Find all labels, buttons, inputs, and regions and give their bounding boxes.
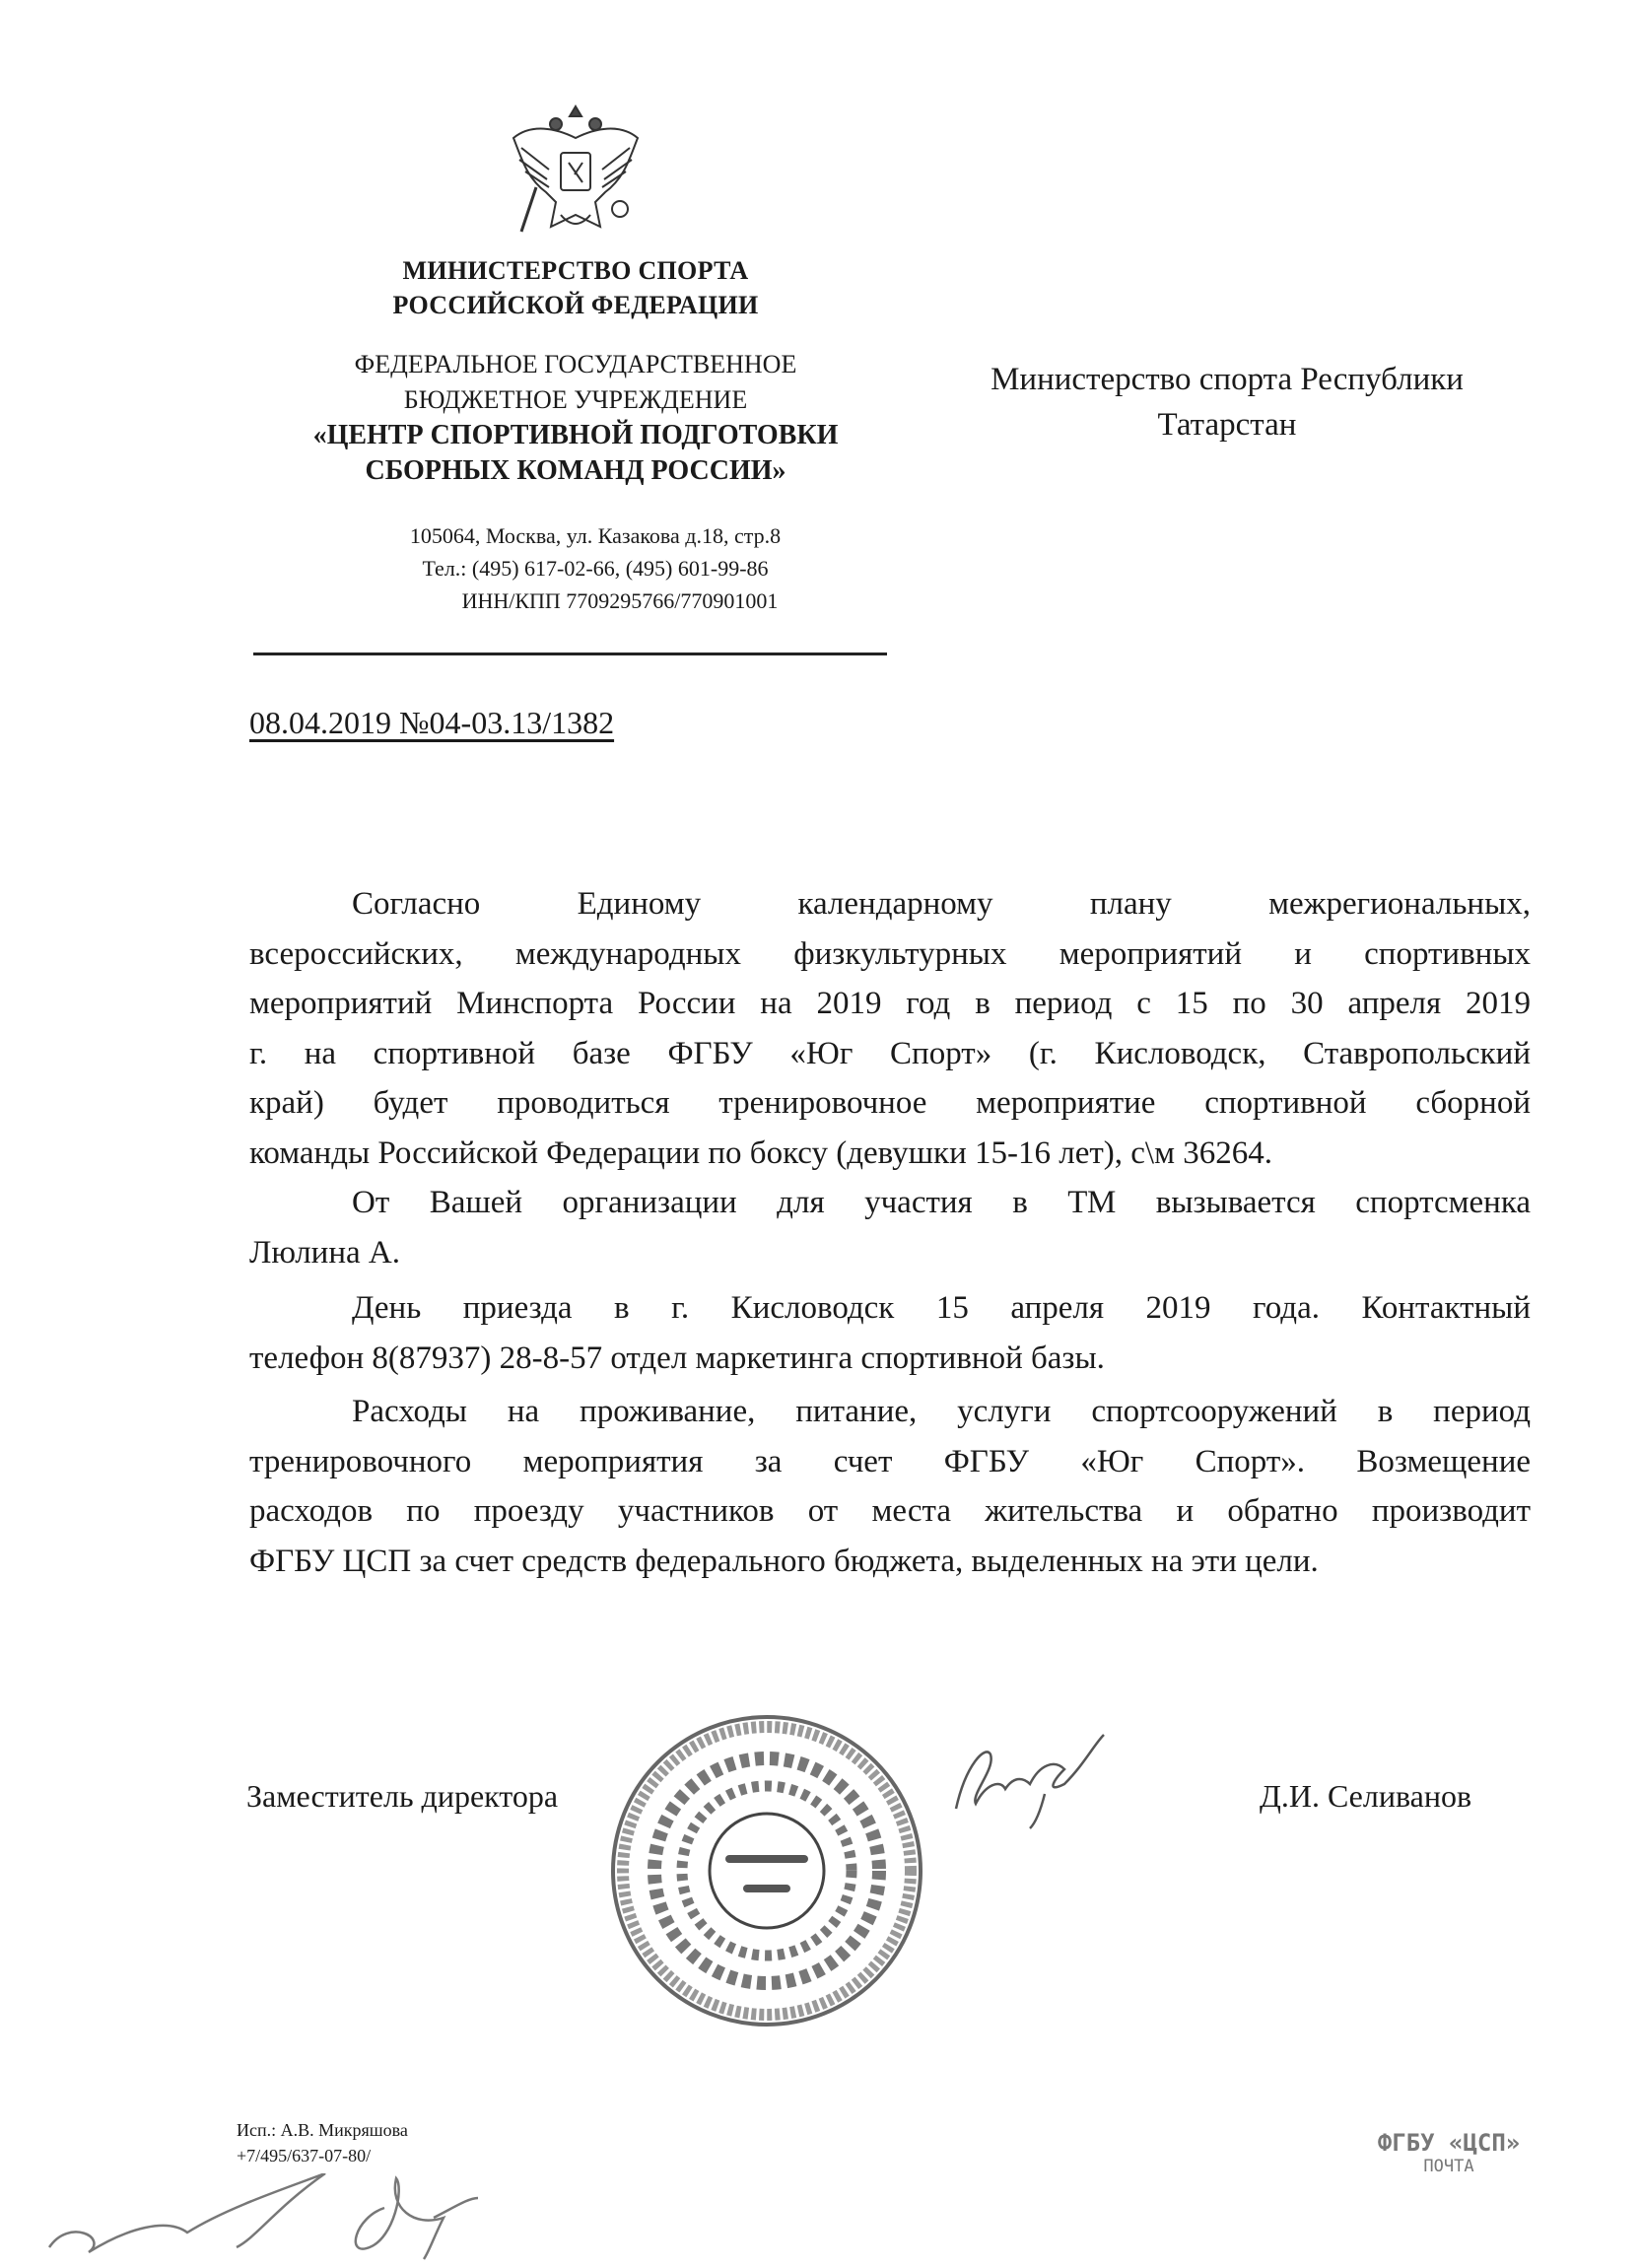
mail-stamp: [1360, 2129, 1538, 2176]
body-line: г. на спортивной базе ФГБУ «Юг Спорт» (г. Кисловодск, Ставропольский: [249, 1035, 1531, 1071]
date-and-number: 08.04.2019 №04-03.13/1382: [249, 705, 615, 740]
ministry-line-1: МИНИСТЕРСТВО СПОРТА: [402, 256, 749, 285]
signer-position: Заместитель директора: [246, 1778, 559, 1814]
organization-name: [231, 347, 921, 489]
executor-name: Исп.: А.В. Микряшова: [237, 2120, 408, 2140]
paragraph-3: [249, 1283, 1531, 1383]
org-line-1: ФЕДЕРАЛЬНОЕ ГОСУДАРСТВЕННОЕ: [354, 350, 797, 378]
body-line: От Вашей организации для участия в ТМ вызывается спортсменка: [352, 1185, 1531, 1220]
body-line: ФГБУ ЦСП за счет средств федерального бюджета, выделенных на эти цели.: [249, 1543, 1319, 1579]
ministry-line-2: РОССИЙСКОЙ ФЕДЕРАЦИИ: [392, 291, 759, 319]
handwritten-initials-icon: [30, 2173, 503, 2263]
executor-phone: +7/495/637-07-80/: [237, 2146, 372, 2165]
org-line-2: БЮДЖЕТНОЕ УЧРЕЖДЕНИЕ: [403, 385, 748, 414]
addressee-line-2: Татарстан: [1157, 407, 1297, 443]
org-line-3: «ЦЕНТР СПОРТИВНОЙ ПОДГОТОВКИ: [312, 420, 839, 450]
executor-info: [237, 2117, 408, 2168]
addressee: [936, 357, 1518, 447]
org-address: 105064, Москва, ул. Казакова д.18, стр.8: [409, 523, 782, 548]
body-line: мероприятий Минспорта России на 2019 год в период с 15 по 30 апреля 2019: [249, 986, 1531, 1021]
paragraph-1: [249, 879, 1531, 1178]
official-seal: [609, 1713, 924, 2028]
body-line: команды Российской Федерации по боксу (девушки 15-16 лет), с\м 36264.: [249, 1134, 1272, 1171]
signer-name: Д.И. Селиванов: [1260, 1778, 1472, 1814]
body-line: Люлина А.: [249, 1234, 400, 1271]
body-line: расходов по проезду участников от места жительства и обратно производит: [249, 1493, 1531, 1529]
coat-of-arms-icon: [502, 99, 649, 246]
org-phone: Тел.: (495) 617-02-66, (495) 601-99-86: [422, 556, 769, 581]
ministry-name: [280, 253, 871, 322]
addressee-line-1: Министерство спорта Республики: [991, 362, 1464, 397]
mail-stamp-org: ФГБУ «ЦСП»: [1377, 2129, 1521, 2157]
header-divider: [253, 653, 887, 655]
org-inn: ИНН/КПП 7709295766/770901001: [461, 588, 779, 613]
body-line: День приезда в г. Кисловодск 15 апреля 2019 года. Контактный: [352, 1290, 1531, 1326]
body-line: край) будет проводиться тренировочное мероприятие спортивной сборной: [249, 1085, 1531, 1121]
org-contacts: [280, 519, 911, 617]
org-line-4: СБОРНЫХ КОМАНД РОССИИ»: [365, 455, 786, 486]
handwritten-signature-icon: [946, 1725, 1114, 1833]
body-line: Согласно Единому календарному плану межрегиональных,: [352, 886, 1531, 922]
body-line: всероссийских, международных физкультурных мероприятий и спортивных: [249, 935, 1531, 972]
letter-body: [249, 879, 1531, 1586]
mail-stamp-label: ПОЧТА: [1423, 2157, 1474, 2176]
body-line: телефон 8(87937) 28-8-57 отдел маркетинга спортивной базы.: [249, 1340, 1105, 1376]
paragraph-2: [249, 1178, 1531, 1277]
paragraph-4: [249, 1387, 1531, 1586]
body-line: Расходы на проживание, питание, услуги спортсооружений в период: [352, 1394, 1531, 1429]
body-line: тренировочного мероприятия за счет ФГБУ «Юг Спорт». Возмещение: [249, 1443, 1531, 1479]
